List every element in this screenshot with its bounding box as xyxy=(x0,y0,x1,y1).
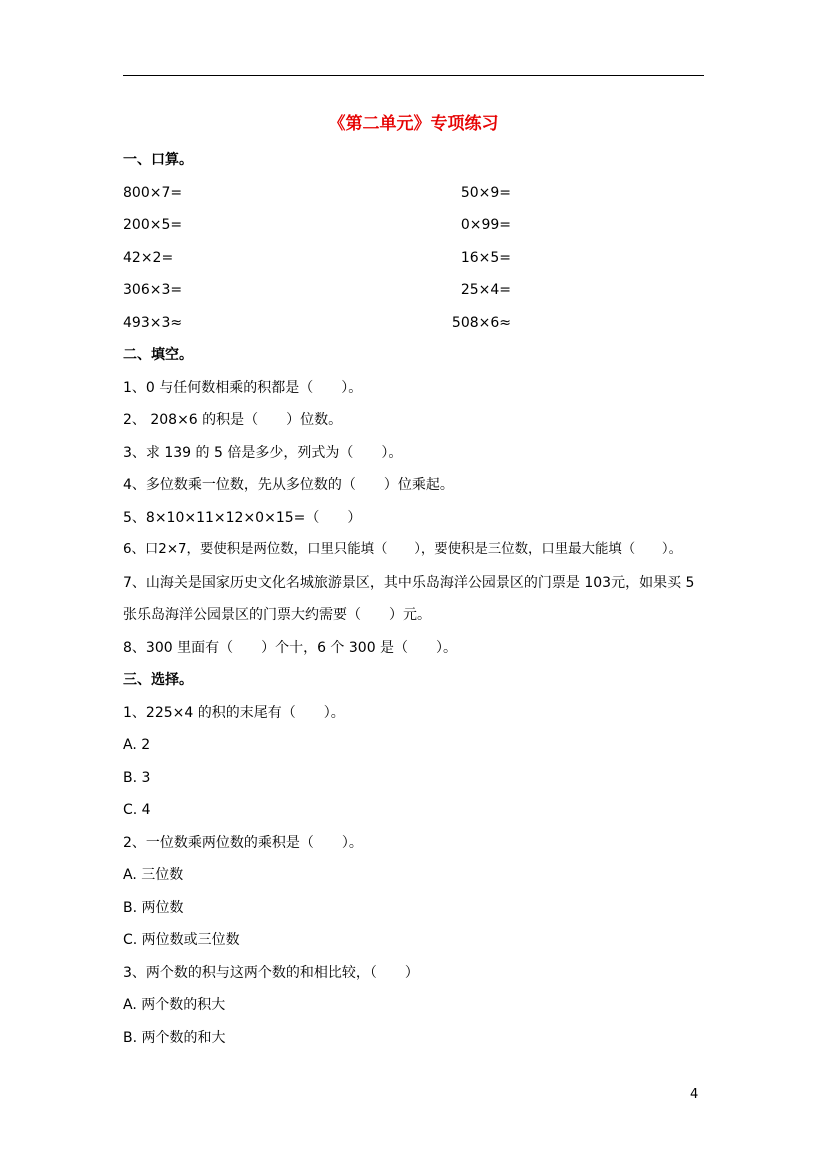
choice-q3-option-b: B. 两个数的和大 xyxy=(123,1030,226,1046)
page-title: 《第二单元》专项练习 xyxy=(328,114,499,134)
oral-left-5: 493×3≈ xyxy=(123,315,183,331)
fill-item-8: 8、300 里面有（ ）个十，6 个 300 是（ ）。 xyxy=(123,640,458,656)
oral-left-3: 42×2= xyxy=(123,250,174,266)
oral-left-4: 306×3= xyxy=(123,282,183,298)
oral-left-1: 800×7= xyxy=(123,185,183,201)
choice-q2: 2、一位数乘两位数的乘积是（ ）。 xyxy=(123,835,363,851)
fill-item-6: 6、口2×7，要使积是两位数，口里只能填（ ），要使积是三位数，口里最大能填（ ）。 xyxy=(123,542,683,557)
oral-right-1: 50×9= xyxy=(460,185,511,201)
page-number: 4 xyxy=(690,1087,699,1102)
fill-item-2: 2、 208×6 的积是（ ）位数。 xyxy=(123,412,343,428)
section-heading-choice: 三、选择。 xyxy=(123,672,193,688)
choice-q3-option-a: A. 两个数的积大 xyxy=(123,997,226,1013)
choice-q2-option-a: A. 三位数 xyxy=(123,867,184,883)
oral-right-2: 0×99= xyxy=(460,217,511,233)
choice-q1-option-b: B. 3 xyxy=(123,770,151,786)
fill-item-5: 5、8×10×11×12×0×15=（ ） xyxy=(123,510,362,526)
section-heading-fill: 二、填空。 xyxy=(123,347,193,363)
choice-q2-option-c: C. 两位数或三位数 xyxy=(123,932,240,948)
choice-q1: 1、225×4 的积的末尾有（ ）。 xyxy=(123,705,345,721)
oral-right-5: 508×6≈ xyxy=(451,315,511,331)
oral-left-2: 200×5= xyxy=(123,217,183,233)
section-heading-oral: 一、口算。 xyxy=(123,152,193,168)
choice-q3: 3、两个数的积与这两个数的和相比较，（ ） xyxy=(123,965,419,981)
choice-q2-option-b: B. 两位数 xyxy=(123,900,184,916)
fill-item-3: 3、求 139 的 5 倍是多少，列式为（ ）。 xyxy=(123,445,403,461)
fill-item-1: 1、0 与任何数相乘的积都是（ ）。 xyxy=(123,380,363,396)
oral-right-3: 16×5= xyxy=(460,250,511,266)
choice-q1-option-a: A. 2 xyxy=(123,737,151,753)
fill-item-7: 7、山海关是国家历史文化名城旅游景区，其中乐岛海洋公园景区的门票是 103元，如果买 5 xyxy=(123,575,695,591)
fill-item-4: 4、多位数乘一位数，先从多位数的（ ）位乘起。 xyxy=(123,477,454,493)
oral-right-4: 25×4= xyxy=(460,282,511,298)
fill-item-7-cont: 张乐岛海洋公园景区的门票大约需要（ ）元。 xyxy=(123,607,431,623)
header-rule xyxy=(123,75,704,76)
choice-q1-option-c: C. 4 xyxy=(123,802,151,818)
